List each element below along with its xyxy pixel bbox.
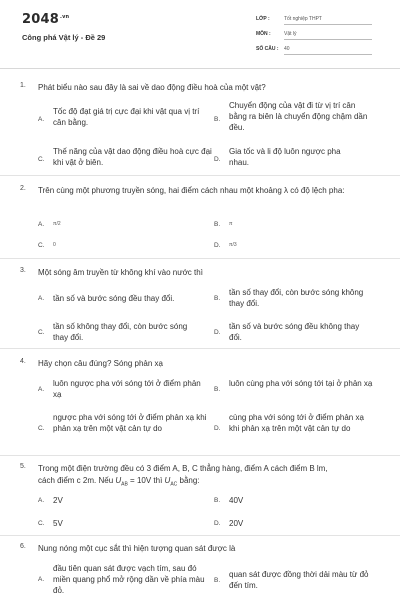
option-text: π/2 — [53, 221, 61, 227]
question-number: 5. — [20, 463, 26, 470]
option-text: ngược pha với sóng tới ở điểm phản xạ khi phản xạ trên một vật cản tự do — [53, 413, 207, 433]
question-line-1: Trong một điện trường đều có 3 điểm A, B, C thẳng hàng, điểm A cách điểm B lm, — [38, 464, 328, 473]
option-letter: B. — [214, 386, 221, 393]
math-subscript: AB — [121, 481, 128, 488]
meta-key: MÔN : — [256, 31, 271, 37]
option-letter: B. — [214, 577, 221, 584]
exam-meta — [256, 14, 376, 59]
question-divider — [0, 175, 400, 176]
option-letter: B. — [214, 221, 221, 228]
option-text: 0 — [53, 242, 56, 248]
meta-row-subject — [256, 29, 376, 44]
option-letter: A. — [38, 576, 45, 583]
option-text: tần số và bước sóng đều thay đổi. — [53, 294, 175, 303]
question-divider — [0, 455, 400, 456]
option-letter: D. — [214, 156, 221, 163]
question-divider — [0, 348, 400, 349]
exam-header — [0, 0, 400, 66]
option-text: quan sát được đồng thời dải màu từ đỏ đến tím. — [229, 570, 369, 590]
option-letter: D. — [214, 242, 221, 249]
option-text: luôn cùng pha với sóng tới tại ở phản xạ — [229, 379, 373, 388]
question-text: Trên cùng một phương truyền sóng, hai điểm cách nhau một khoảng λ có độ lệch pha: — [38, 186, 345, 195]
option-text: đầu tiên quan sát được vạch tím, sau đó miền quang phổ mở rộng dần về phía màu đỏ. — [53, 564, 205, 595]
option-text: Tốc độ đạt giá trị cực đại khi vật qua vị trí cân bằng. — [53, 107, 200, 127]
question-number: 2. — [20, 185, 26, 192]
option-letter: A. — [38, 295, 45, 302]
question-text: Nung nóng một cục sắt thì hiện tượng quan sát được là — [38, 544, 236, 553]
option-text: Chuyển động của vật đi từ vị trí cân bằng ra biên là chuyển động chậm dần đều. — [229, 101, 368, 132]
option-letter: A. — [38, 386, 45, 393]
question-text: Một sóng âm truyền từ không khí vào nước thì — [38, 268, 203, 277]
question-text: Hãy chọn câu đúng? Sóng phản xạ — [38, 359, 163, 368]
meta-value: Vật lý — [284, 31, 372, 40]
option-text: tần số không thay đổi, còn bước sóng thay đổi. — [53, 322, 188, 342]
option-text: 40V — [229, 496, 244, 505]
site-logo[interactable] — [22, 12, 69, 27]
question-line-2 — [38, 475, 374, 491]
option-text: π — [229, 221, 233, 227]
option-letter: B. — [214, 116, 221, 123]
meta-value: 40 — [284, 46, 372, 55]
option-letter: B. — [214, 295, 221, 302]
option-text: cùng pha với sóng tới ở điểm phản xạ khi phản xạ trên một vật cản tự do — [229, 413, 364, 433]
question-number: 6. — [20, 543, 26, 550]
meta-row-class — [256, 14, 376, 29]
math-subscript: AC — [170, 481, 178, 488]
meta-key: LỚP : — [256, 16, 270, 22]
option-letter: A. — [38, 221, 45, 228]
option-text: 5V — [53, 519, 63, 528]
option-letter: D. — [214, 425, 221, 432]
option-letter: C. — [38, 425, 45, 432]
question-text: Phát biểu nào sau đây là sai về dao động điều hoà của một vật? — [38, 83, 266, 92]
question-number: 1. — [20, 82, 26, 89]
option-text: 20V — [229, 519, 244, 528]
text-part: bằng: — [177, 476, 200, 485]
option-letter: A. — [38, 497, 45, 504]
meta-key: SỐ CÂU : — [256, 46, 279, 52]
option-text: tần số và bước sóng đều không thay đổi. — [229, 322, 360, 342]
option-text: 2V — [53, 496, 63, 505]
option-text: tần số thay đổi, còn bước sóng không thay đổi. — [229, 288, 364, 308]
logo-main: 2048 — [22, 12, 59, 27]
question-divider — [0, 258, 400, 259]
option-text: π/3 — [229, 242, 237, 248]
text-part: = 10V thì — [127, 476, 165, 485]
meta-value: Tốt nghiệp THPT — [284, 16, 372, 25]
option-text: luôn ngược pha với sóng tới ở điểm phản xạ — [53, 379, 201, 399]
option-letter: B. — [214, 497, 221, 504]
option-letter: C. — [38, 520, 45, 527]
question-number: 4. — [20, 358, 26, 365]
math-symbol: U — [115, 476, 122, 485]
option-text: Thế năng của vật dao động điều hoà cực đại khi vật ở biên. — [53, 147, 212, 167]
logo-suffix: .vn — [59, 14, 70, 20]
question-number: 3. — [20, 267, 26, 274]
header-divider — [0, 68, 400, 69]
option-text: Gia tốc và li độ luôn ngược pha nhau. — [229, 147, 341, 167]
math-symbol: U — [164, 476, 171, 485]
option-letter: C. — [38, 242, 45, 249]
option-letter: A. — [38, 116, 45, 123]
option-letter: D. — [214, 329, 221, 336]
exam-title: Công phá Vật lý - Đề 29 — [22, 33, 106, 42]
question-text — [38, 463, 374, 491]
option-letter: C. — [38, 156, 45, 163]
text-part: cách điểm c 2m. Nếu — [38, 476, 116, 485]
option-letter: D. — [214, 520, 221, 527]
question-divider — [0, 535, 400, 536]
option-letter: C. — [38, 329, 45, 336]
meta-row-count — [256, 44, 376, 59]
